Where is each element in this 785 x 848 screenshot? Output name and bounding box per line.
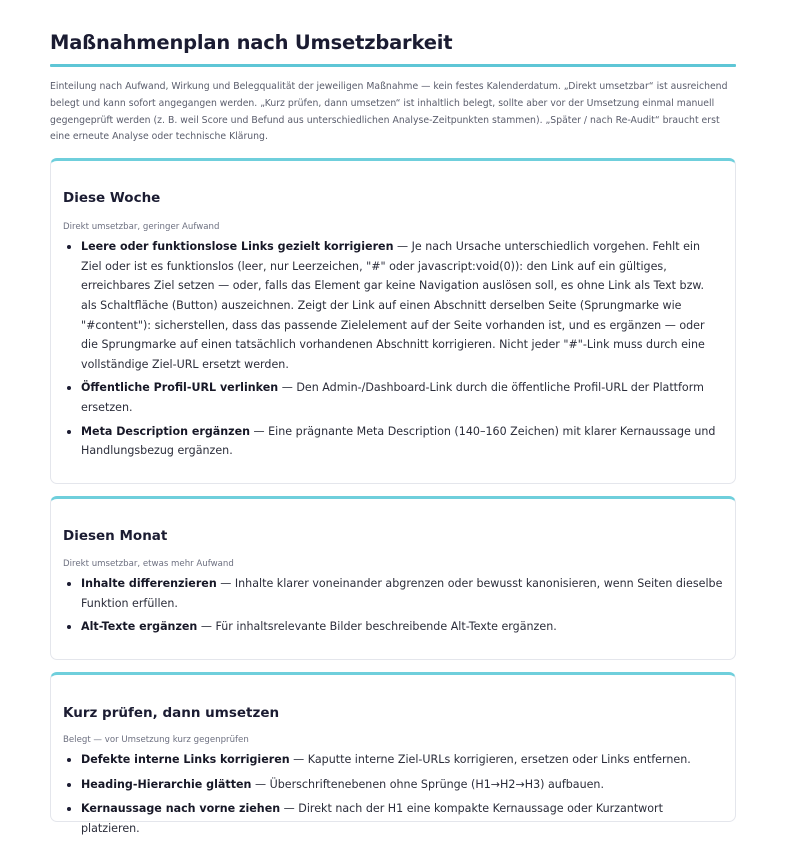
section-heading: Diese Woche — [63, 190, 161, 207]
section-subtitle: Direkt umsetzbar, geringer Aufwand — [63, 222, 220, 233]
measure-title: Heading-Hierarchie glätten — [81, 777, 252, 791]
measure-text: — Direkt nach der H1 eine kompakte Kernaussage oder Kurzantwort platzieren. — [81, 802, 663, 835]
list-item — [81, 775, 723, 795]
measure-text: — Je nach Ursache unterschiedlich vorgehen. Fehlt ein Ziel oder ist es funktionslos (leer, nur Leerzeichen, "#" oder javascript:void(0)): den Link auf ein gültiges, erreichbares Ziel setzen — oder, falls das Element gar keine Navigation auslösen soll, es ohne Link als Text bzw. als Schaltfläche (Button) auszeichnen. Zeigt der Link auf einen Abschnitt derselben Seite (Sprungmarke wie "#content"): sicherstellen, dass das passende Zielelement auf der Seite vorhanden ist, und es ergänzen — oder die Sprungmarke auf einen tatsächlich vorhandenen Abschnitt korrigieren. Nicht jeder "#"-Link muss durch eine vollständige Ziel-URL ersetzt werden. — [81, 240, 705, 371]
section-subtitle: Direkt umsetzbar, etwas mehr Aufwand — [63, 559, 234, 570]
section-card-kurz-pruefen — [50, 672, 736, 835]
section-card-diesen-monat — [50, 496, 736, 660]
list-item — [81, 617, 723, 637]
title-divider — [50, 64, 736, 67]
measure-list — [63, 237, 723, 461]
section-heading: Diesen Monat — [63, 528, 168, 545]
measure-title: Leere oder funktionslose Links gezielt korrigieren — [81, 240, 394, 254]
measure-title: Kernaussage nach vorne ziehen — [81, 802, 281, 816]
measure-title: Meta Description ergänzen — [81, 424, 251, 438]
list-item — [81, 750, 723, 770]
measure-text: — Eine prägnante Meta Description (140–160 Zeichen) mit klarer Kernaussage und Handlungsbezug ergänzen. — [81, 424, 716, 458]
measure-text: — Den Admin-/Dashboard-Link durch die öffentliche Profil-URL der Plattform ersetzen. — [81, 381, 704, 414]
measure-text: — Überschriftenebenen ohne Sprünge (H1→H2→H3) aufbauen. — [251, 777, 604, 791]
list-item — [81, 799, 723, 838]
measure-title: Inhalte differenzieren — [81, 577, 217, 591]
section-subtitle: Belegt — vor Umsetzung kurz gegenprüfen — [63, 735, 249, 746]
intro-paragraph: Einteilung nach Aufwand, Wirkung und Belegqualität der jeweiligen Maßnahme — kein festes Kalenderdatum. „Direkt umsetzbar“ ist ausreichend belegt und kann sofort angegangen werden. „Kurz prüfen, dann umsetzen“ ist inhaltlich belegt, sollte aber vor der Umsetzung einmal manuell gegengeprüft werden (z. B. weil Score und Befund aus unterschiedlichen Analyse-Zeitpunkten stammen). „Später / nach Re-Audit“ braucht erst eine erneute Analyse oder technische Klärung. — [50, 81, 728, 143]
measure-title: Defekte interne Links korrigieren — [81, 753, 290, 767]
measure-text: — Für inhaltsrelevante Bilder beschreibende Alt-Texte ergänzen. — [197, 620, 557, 634]
measure-list — [63, 750, 723, 838]
measure-text: — Inhalte klarer voneinander abgrenzen oder bewusst kanonisieren, wenn Seiten dieselbe Funktion erfüllen. — [81, 577, 723, 610]
list-item — [81, 237, 723, 374]
list-item — [81, 422, 723, 461]
measure-title: Öffentliche Profil-URL verlinken — [81, 381, 279, 395]
section-heading: Kurz prüfen, dann umsetzen — [63, 705, 280, 722]
list-item — [81, 574, 723, 613]
measure-title: Alt-Texte ergänzen — [81, 620, 198, 634]
measure-list — [63, 574, 723, 637]
section-card-diese-woche — [50, 158, 736, 484]
page-title: Maßnahmenplan nach Umsetzbarkeit — [50, 31, 453, 54]
list-item — [81, 378, 723, 417]
measure-text: — Kaputte interne Ziel-URLs korrigieren, ersetzen oder Links entfernen. — [289, 753, 691, 767]
